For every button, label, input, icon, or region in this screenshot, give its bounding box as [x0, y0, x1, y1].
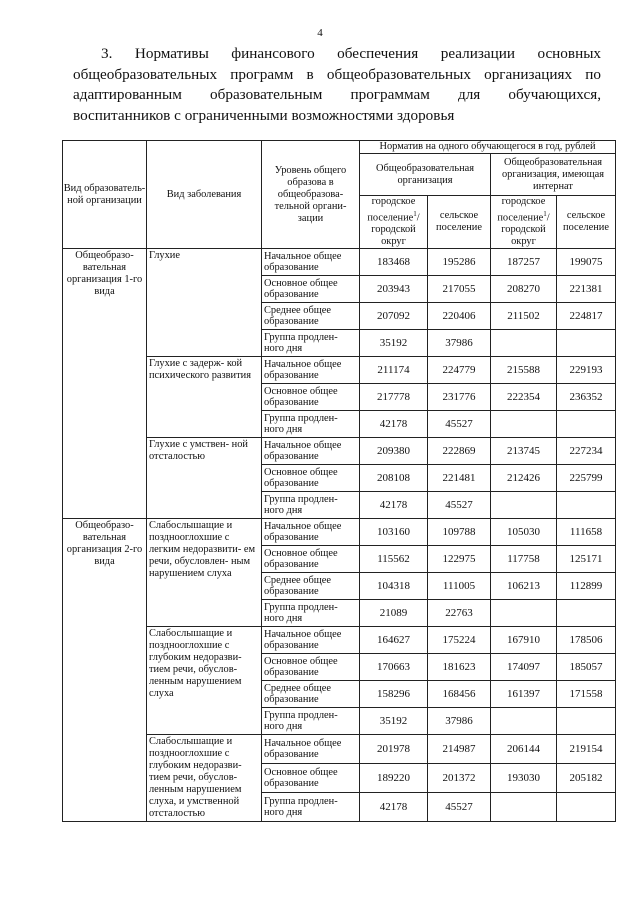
value-cell: 224817	[557, 303, 616, 330]
value-cell: 208108	[360, 465, 428, 492]
value-cell: 122975	[428, 546, 491, 573]
value-cell: 174097	[491, 654, 557, 681]
value-cell	[557, 708, 616, 735]
level-cell: Основное общее образование	[262, 276, 360, 303]
value-cell: 111005	[428, 573, 491, 600]
value-cell: 221381	[557, 276, 616, 303]
value-cell: 203943	[360, 276, 428, 303]
value-cell: 42178	[360, 793, 428, 822]
value-cell: 112899	[557, 573, 616, 600]
value-cell: 220406	[428, 303, 491, 330]
value-cell: 164627	[360, 627, 428, 654]
value-cell: 213745	[491, 438, 557, 465]
value-cell: 167910	[491, 627, 557, 654]
table-body	[63, 249, 616, 822]
level-cell: Начальное общее образование	[262, 627, 360, 654]
col-rural-2: сельское поселение	[557, 196, 616, 249]
value-cell: 21089	[360, 600, 428, 627]
table-row	[63, 519, 616, 546]
value-cell: 211502	[491, 303, 557, 330]
level-cell: Среднее общее образование	[262, 681, 360, 708]
value-cell: 117758	[491, 546, 557, 573]
value-cell: 111658	[557, 519, 616, 546]
value-cell: 222354	[491, 384, 557, 411]
level-cell: Группа продлен- ного дня	[262, 708, 360, 735]
value-cell: 181623	[428, 654, 491, 681]
value-cell: 189220	[360, 764, 428, 793]
value-cell: 214987	[428, 735, 491, 764]
level-cell: Основное общее образование	[262, 384, 360, 411]
disease-cell: Глухие с умствен- ной отсталостью	[147, 438, 262, 519]
level-cell: Группа продлен- ного дня	[262, 411, 360, 438]
value-cell: 42178	[360, 411, 428, 438]
level-cell: Группа продлен- ного дня	[262, 793, 360, 822]
value-cell: 45527	[428, 492, 491, 519]
value-cell: 208270	[491, 276, 557, 303]
disease-cell: Слабослышащие и позднооглохшие с глубоким недоразви- тием речи, обуслов- ленным нарушением слуха	[147, 627, 262, 735]
org-type-cell: Общеобразо- вательная организация 2-го вида	[63, 519, 147, 822]
funding-table	[62, 140, 616, 822]
value-cell: 206144	[491, 735, 557, 764]
value-cell: 201978	[360, 735, 428, 764]
value-cell: 217055	[428, 276, 491, 303]
value-cell: 175224	[428, 627, 491, 654]
value-cell: 212426	[491, 465, 557, 492]
value-cell: 37986	[428, 330, 491, 357]
value-cell: 161397	[491, 681, 557, 708]
value-cell: 45527	[428, 793, 491, 822]
value-cell: 183468	[360, 249, 428, 276]
value-cell: 105030	[491, 519, 557, 546]
value-cell: 225799	[557, 465, 616, 492]
level-cell: Группа продлен- ного дня	[262, 600, 360, 627]
value-cell: 221481	[428, 465, 491, 492]
value-cell: 22763	[428, 600, 491, 627]
level-cell: Среднее общее образование	[262, 303, 360, 330]
value-cell	[557, 330, 616, 357]
value-cell: 187257	[491, 249, 557, 276]
value-cell: 35192	[360, 708, 428, 735]
value-cell: 171558	[557, 681, 616, 708]
level-cell: Начальное общее образование	[262, 357, 360, 384]
value-cell: 231776	[428, 384, 491, 411]
value-cell: 217778	[360, 384, 428, 411]
col-urban-1: городское поселение$^1$/ городской округ	[360, 196, 428, 249]
section-heading	[73, 44, 601, 126]
value-cell: 199075	[557, 249, 616, 276]
page-number: 4	[317, 27, 323, 39]
value-cell: 35192	[360, 330, 428, 357]
col-norm: Норматив на одного обучающегося в год, рублей	[360, 141, 616, 154]
level-cell: Начальное общее образование	[262, 519, 360, 546]
value-cell: 103160	[360, 519, 428, 546]
value-cell: 229193	[557, 357, 616, 384]
value-cell: 106213	[491, 573, 557, 600]
level-cell: Начальное общее образование	[262, 735, 360, 764]
value-cell: 45527	[428, 411, 491, 438]
value-cell	[491, 600, 557, 627]
value-cell	[491, 330, 557, 357]
value-cell: 193030	[491, 764, 557, 793]
value-cell: 115562	[360, 546, 428, 573]
value-cell: 37986	[428, 708, 491, 735]
value-cell: 195286	[428, 249, 491, 276]
value-cell: 104318	[360, 573, 428, 600]
level-cell: Основное общее образование	[262, 465, 360, 492]
value-cell: 185057	[557, 654, 616, 681]
col-disease: Вид заболевания	[147, 141, 262, 249]
value-cell	[491, 793, 557, 822]
value-cell: 109788	[428, 519, 491, 546]
disease-cell: Слабослышащие и позднооглохшие с глубоким недоразви- тием речи, обуслов- ленным нарушением слуха, и умственной отсталостью	[147, 735, 262, 822]
value-cell: 219154	[557, 735, 616, 764]
col-org-general: Общеобразовательная организация	[360, 154, 491, 196]
value-cell	[491, 708, 557, 735]
value-cell: 178506	[557, 627, 616, 654]
value-cell: 209380	[360, 438, 428, 465]
level-cell: Группа продлен- ного дня	[262, 330, 360, 357]
value-cell: 168456	[428, 681, 491, 708]
value-cell	[491, 492, 557, 519]
col-rural-1: сельское поселение	[428, 196, 491, 249]
col-urban-2: городское поселение$^1$/ городской округ	[491, 196, 557, 249]
value-cell: 222869	[428, 438, 491, 465]
col-level: Уровень общего образова в общеобразова- тельной органи- зации	[262, 141, 360, 249]
value-cell: 42178	[360, 492, 428, 519]
value-cell	[557, 492, 616, 519]
col-org-type: Вид образователь- ной организации	[63, 141, 147, 249]
value-cell	[557, 793, 616, 822]
value-cell	[557, 600, 616, 627]
level-cell: Основное общее образование	[262, 764, 360, 793]
value-cell	[557, 411, 616, 438]
org-type-cell: Общеобразо- вательная организация 1-го вида	[63, 249, 147, 519]
level-cell: Основное общее образование	[262, 654, 360, 681]
value-cell: 207092	[360, 303, 428, 330]
value-cell: 201372	[428, 764, 491, 793]
disease-cell: Слабослышащие и позднооглохшие с легким недоразвити- ем речи, обусловлен- ным нарушением слуха	[147, 519, 262, 627]
value-cell	[491, 411, 557, 438]
level-cell: Среднее общее образование	[262, 573, 360, 600]
col-org-boarding: Общеобразовательная организация, имеющая интернат	[491, 154, 616, 196]
value-cell: 170663	[360, 654, 428, 681]
value-cell: 215588	[491, 357, 557, 384]
level-cell: Основное общее образование	[262, 546, 360, 573]
disease-cell: Глухие	[147, 249, 262, 357]
value-cell: 158296	[360, 681, 428, 708]
section-heading-text: 3. Нормативы финансового обеспечения реализации основных общеобразовательных программ в общеобразовательных организациях по адаптированным образовательным программам для обучающихся, воспитанников с ограниченными возможностями здоровья	[73, 45, 601, 124]
value-cell: 227234	[557, 438, 616, 465]
value-cell: 125171	[557, 546, 616, 573]
value-cell: 211174	[360, 357, 428, 384]
table-row	[63, 249, 616, 276]
level-cell: Начальное общее образование	[262, 249, 360, 276]
level-cell: Группа продлен- ного дня	[262, 492, 360, 519]
value-cell: 236352	[557, 384, 616, 411]
disease-cell: Глухие с задерж- кой психического развития	[147, 357, 262, 438]
value-cell: 205182	[557, 764, 616, 793]
value-cell: 224779	[428, 357, 491, 384]
level-cell: Начальное общее образование	[262, 438, 360, 465]
